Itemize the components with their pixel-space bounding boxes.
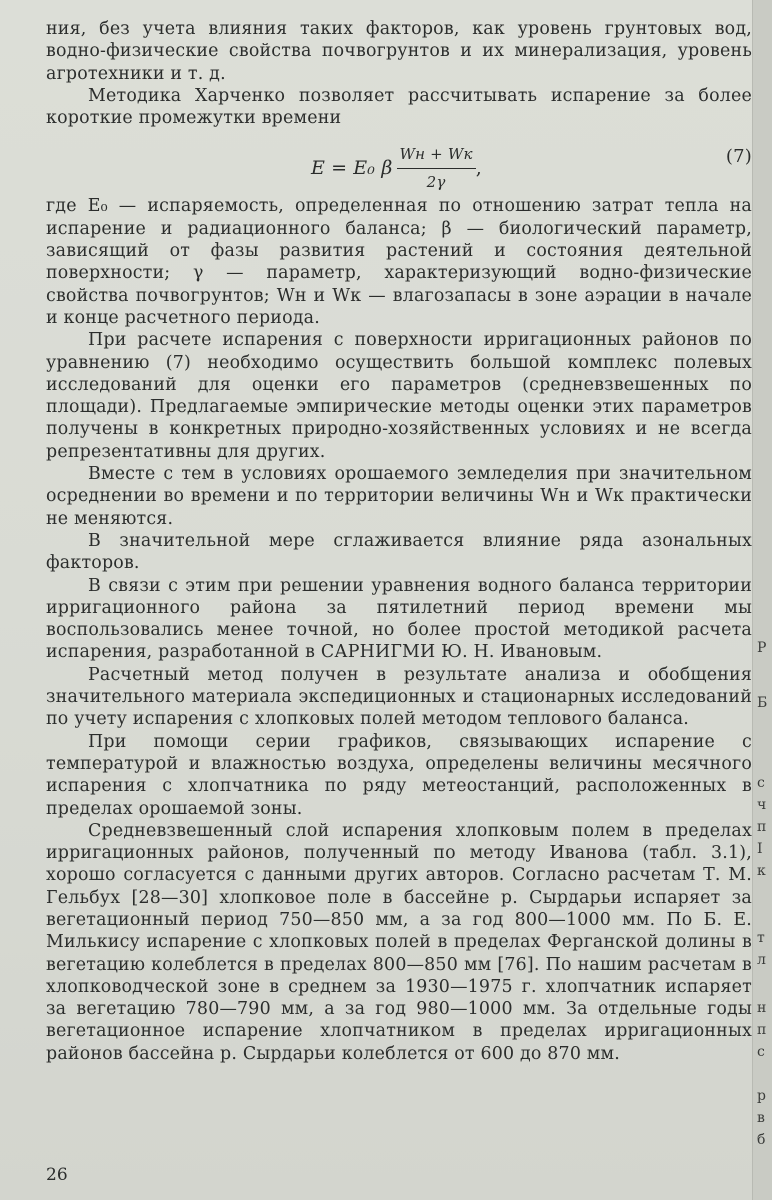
margin-glyph: л [757, 952, 766, 968]
paragraph: ния, без учета влияния таких факторов, как уровень грунтовых вод, водно-физические свойства почвогрунтов и их минерализация, уровень агротехники и т. д. [46, 19, 752, 84]
margin-glyph: I [757, 841, 763, 857]
margin-glyph: с [757, 1044, 765, 1060]
margin-glyph: в [757, 1110, 765, 1126]
margin-glyph: к [757, 863, 766, 879]
page-text [46, 18, 752, 1065]
formula-expression: E = E₀ β $\frac{Wн + Wк}{2\gamma}$ , [311, 143, 482, 193]
formula-fraction [397, 143, 476, 193]
formula-trail: , [475, 157, 482, 180]
formula-coef: E₀ β [353, 157, 393, 180]
margin-glyph: т [757, 930, 765, 946]
margin-glyph: Б [757, 695, 768, 711]
paragraph: В значительной мере сглаживается влияние ряда азональных факторов. [46, 530, 752, 574]
next-page-edge [752, 0, 772, 1200]
paragraph: Вместе с тем в условиях орошаемого земледелия при значительном осреднении во времени и по территории величины Wн и Wк практически не меняются. [46, 464, 752, 529]
margin-glyph: ч [757, 797, 767, 813]
margin-glyph: б [757, 1132, 766, 1148]
formula-7 [46, 133, 752, 189]
margin-glyph: п [757, 819, 767, 835]
margin-glyph: с [757, 775, 765, 791]
paragraph: Расчетный метод получен в результате анализа и обобщения значительного материала экспедиционных и стационарных исследований по учету испарения с хлопковых полей методом теплового баланса. [46, 664, 752, 730]
formula-denominator: 2γ [426, 172, 446, 191]
paragraph: Методика Харченко позволяет рассчитывать испарение за более короткие промежутки времени [46, 85, 752, 129]
page-number: 26 [46, 1165, 68, 1185]
formula-lhs: E [311, 157, 326, 180]
paragraph: где E₀ — испаряемость, определенная по отношению затрат тепла на испарение и радиационного баланса; β — биологический параметр, зависящий от фазы развития растений и состояния деятельной поверхности; γ — параметр, характеризующий водно-физические свойства почвогрунтов; Wн и Wк — влагозапасы в зоне аэрации в начале и конце расчетного периода. [46, 196, 752, 328]
paragraph: В связи с этим при решении уравнения водного баланса территории ирригационного района за пятилетний период времени мы воспользовались менее точной, но более простой методикой расчета испарения, разработанной в САРНИГМИ Ю. Н. Ивановым. [46, 575, 752, 663]
margin-glyph: р [757, 1088, 766, 1104]
equation-number: (7) [725, 146, 752, 168]
margin-glyph: п [757, 1022, 767, 1038]
formula-numerator: Wн + Wк [397, 143, 476, 168]
paragraph: При расчете испарения с поверхности ирригационных районов по уравнению (7) необходимо осуществить большой комплекс полевых исследований для оценки его параметров (средневзвешенных по площади). Предлагаемые эмпирические методы оценки этих параметров получены в конкретных природно-хозяйственных условиях и не всегда репрезентативны для других. [46, 330, 752, 462]
paragraph: Средневзвешенный слой испарения хлопковым полем в пределах ирригационных районов, полученный по методу Иванова (табл. 3.1), хорошо согласуется с данными других авторов. Согласно расчетам Т. М. Гельбух [28—30] хлопковое поле в бассейне р. Сырдарьи испаряет за вегетационный период 750—850 мм, а за год 800—1000 мм. По Б. Е. Милькису испарение с хлопковых полей в пределах Ферганской долины в вегетацию колеблется в пределах 800—850 мм [76]. По нашим расчетам в хлопководческой зоне в среднем за 1930—1975 г. хлопчатник испаряет за вегетацию 780—790 мм, а за год 980—1000 мм. За отдельные годы вегетационное испарение хлопчатником в пределах ирригационных районов бассейна р. Сырдарьи колеблется от 600 до 870 мм. [46, 820, 752, 1064]
paragraph: При помощи серии графиков, связывающих испарение с температурой и влажностью воздуха, определены величины месячного испарения с хлопчатника по ряду метеостанций, расположенных в пределах орошаемой зоны. [46, 731, 752, 819]
margin-glyph: н [757, 1000, 767, 1016]
margin-glyph: Р [757, 640, 767, 656]
